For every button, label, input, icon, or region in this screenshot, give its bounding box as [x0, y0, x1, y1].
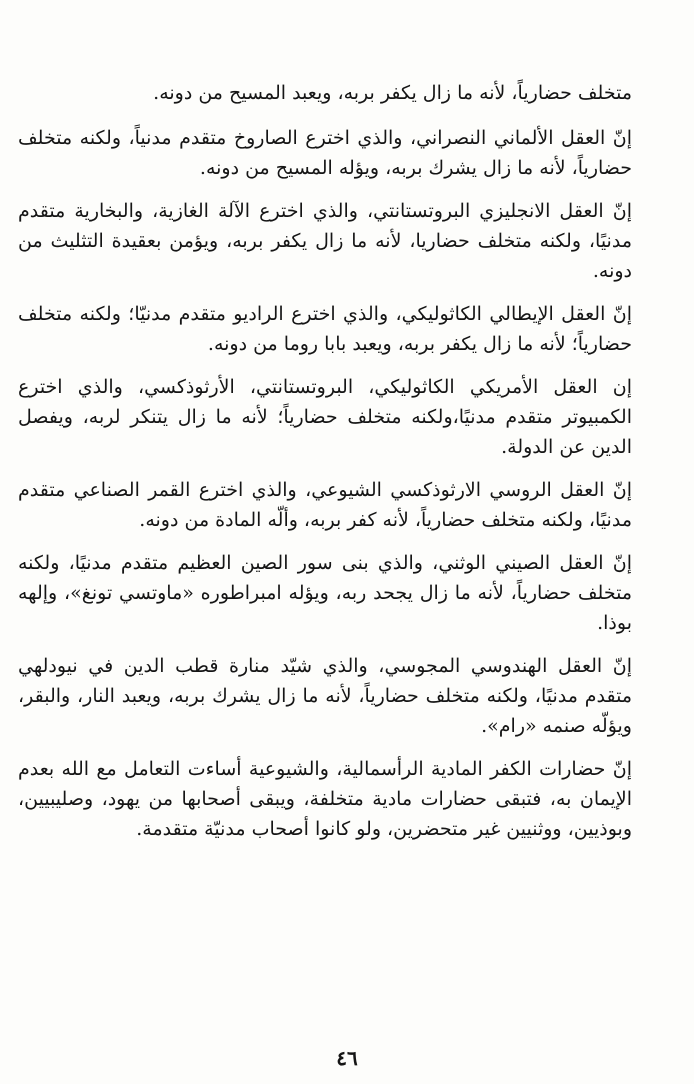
paragraph-english-mind: إنّ العقل الانجليزي البروتستانتي، والذي اخترع الآلة الغازية، والبخارية متقدم مدنيًا، ولكنه متخلف حضاريا، لأنه ما زال يكفر بربه، ويؤمن بعقيدة التثليث من دونه.: [18, 200, 632, 282]
paragraph-american-mind: إن العقل الأمريكي الكاثوليكي، البروتستانتي، الأرثوذكسي، والذي اخترع الكمبيوتر متقدم مدنيًا،ولكنه متخلف حضارياً؛ لأنه ما زال يتنكر لربه، ويفصل الدين عن الدولة.: [18, 376, 632, 458]
page-body: [18, 78, 632, 857]
paragraph-continuation: متخلف حضارياً، لأنه ما زال يكفر بربه، ويعبد المسيح من دونه.: [153, 82, 632, 104]
page-number: ٤٦: [336, 1046, 358, 1070]
paragraph-russian-mind: إنّ العقل الروسي الارثوذكسي الشيوعي، والذي اخترع القمر الصناعي متقدم مدنيًا، ولكنه متخلف حضارياً، لأنه كفر بربه، وألّه المادة من دونه.: [18, 479, 632, 531]
paragraph-conclusion: إنّ حضارات الكفر المادية الرأسمالية، والشيوعية أساءت التعامل مع الله بعدم الإيمان به، فتبقى حضارات مادية متخلفة، ويبقى أصحابها من يهود، وصليبيين، وبوذيين، ووثنيين غير متحضرين، ولو كانوا أصحاب مدنيّة متقدمة.: [18, 758, 632, 840]
paragraph-chinese-mind: إنّ العقل الصيني الوثني، والذي بنى سور الصين العظيم متقدم مدنيًا، ولكنه متخلف حضارياً، لأنه ما زال يجحد ربه، ويؤله امبراطوره «ماوتسي تونغ»، وإلهه بوذا.: [18, 552, 632, 634]
paragraph-german-mind: إنّ العقل الألماني النصراني، والذي اخترع الصاروخ متقدم مدنياً، ولكنه متخلف حضارياً، لأنه ما زال يشرك بربه، ويؤله المسيح من دونه.: [18, 127, 632, 179]
paragraph-hindu-mind: إنّ العقل الهندوسي المجوسي، والذي شيّد منارة قطب الدين في نيودلهي متقدم مدنيًا، ولكنه متخلف حضارياً، لأنه ما زال يشرك بربه، ويعبد النار، والبقر، ويؤلّه صنمه «رام».: [18, 655, 632, 737]
paragraph-italian-mind: إنّ العقل الإيطالي الكاثوليكي، والذي اخترع الراديو متقدم مدنيّا؛ ولكنه متخلف حضارياً؛ لأنه ما زال يكفر بربه، ويعبد بابا روما من دونه.: [18, 303, 632, 355]
